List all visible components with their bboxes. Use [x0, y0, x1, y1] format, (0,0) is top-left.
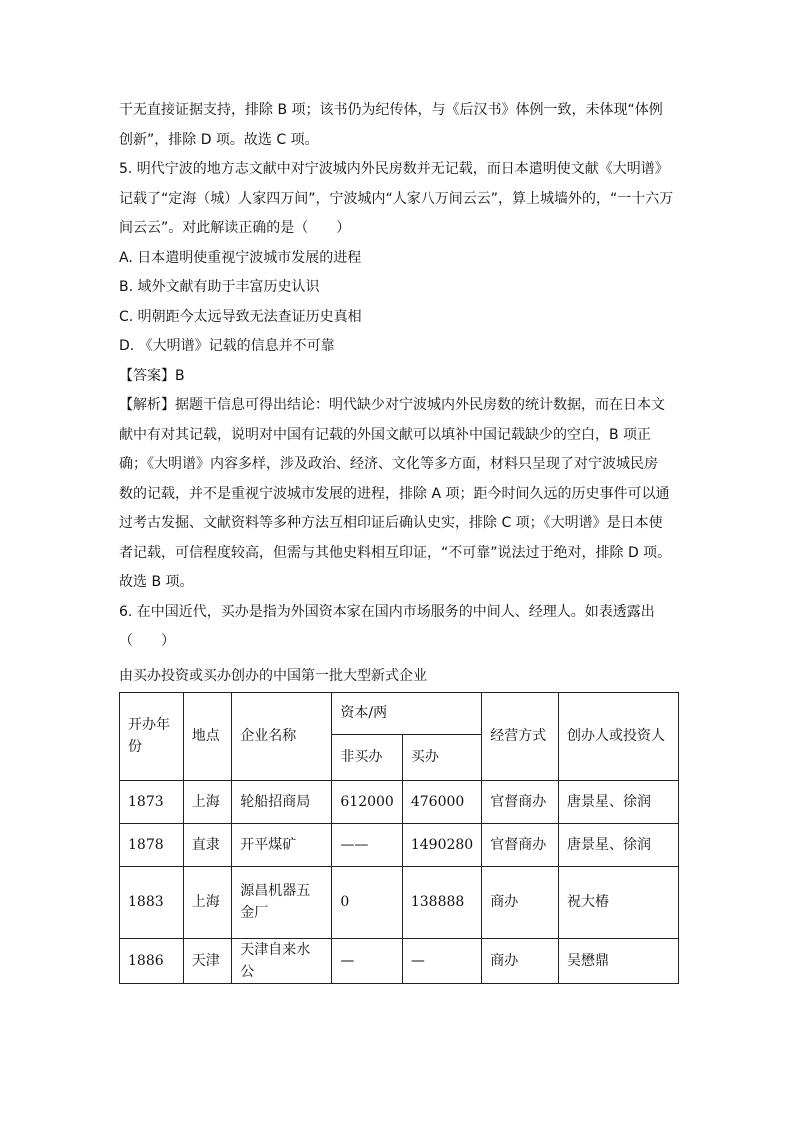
table-header-row: [120, 692, 679, 734]
question-stem-line: 5. 明代宁波的地方志文献中对宁波城内外民房数并无记载，而日本遣明使文献《大明谱》: [119, 161, 669, 177]
cell-founder: 唐景星、徐润: [558, 780, 678, 823]
cell-mode: 官督商办: [482, 823, 559, 866]
cell-name: 天津自来水公: [232, 938, 332, 983]
option-b: B. 域外文献有助于丰富历史认识: [119, 279, 320, 295]
cell-non-comprador: 612000: [332, 780, 402, 823]
header-year: 开办年份: [120, 692, 184, 780]
header-name: 企业名称: [232, 692, 332, 780]
cell-founder: 唐景星、徐润: [558, 823, 678, 866]
cell-comprador: 1490280: [402, 823, 481, 866]
table-caption: 由买办投资或买办创办的中国第一批大型新式企业: [119, 667, 427, 684]
cell-place: 上海: [183, 866, 232, 938]
cell-founder: 吴懋鼎: [558, 938, 678, 983]
cell-mode: 官督商办: [482, 780, 559, 823]
cell-non-comprador: ——: [332, 823, 402, 866]
cell-comprador: 138888: [402, 866, 481, 938]
cell-name: 开平煤矿: [232, 823, 332, 866]
question-stem-line: （ ）: [119, 633, 175, 649]
cell-founder: 祝大椿: [558, 866, 678, 938]
cell-place: 上海: [183, 780, 232, 823]
analysis-line: 【解析】据题干信息可得出结论：明代缺少对宁波城内外民房数的统计数据，而在日本文: [119, 397, 665, 413]
cell-place: 直隶: [183, 823, 232, 866]
header-capital: 资本/两: [332, 692, 482, 734]
analysis: [119, 391, 679, 598]
table-row: [120, 823, 679, 866]
answer-line: 【答案】B: [119, 367, 185, 384]
cell-comprador: —: [402, 938, 481, 983]
cell-name: 源昌机器五金厂: [232, 866, 332, 938]
table-row: [120, 938, 679, 983]
option-c: C. 明朝距今太远导致无法查证历史真相: [119, 308, 362, 325]
header-founder: 创办人或投资人: [558, 692, 678, 780]
analysis-line: 过考古发掘、文献资料等多种方法互相印证后确认史实，排除 C 项；《大明谱》是日本使: [119, 515, 663, 531]
option-d: D. 《大明谱》记载的信息并不可靠: [119, 338, 335, 354]
cell-year: 1878: [120, 823, 184, 866]
previous-answer-continuation: [119, 96, 679, 155]
question-stem-line: 6. 在中国近代，买办是指为外国资本家在国内市场服务的中间人、经理人。如表透露出: [119, 603, 655, 620]
cell-non-comprador: 0: [332, 866, 402, 938]
cell-name: 轮船招商局: [232, 780, 332, 823]
cell-comprador: 476000: [402, 780, 481, 823]
document-body: [119, 96, 679, 984]
enterprise-table: [119, 692, 679, 984]
question-5: [119, 155, 679, 598]
header-mode: 经营方式: [482, 692, 559, 780]
cell-year: 1873: [120, 780, 184, 823]
cell-year: 1886: [120, 938, 184, 983]
header-non-comprador: 非买办: [332, 734, 402, 780]
text-line: 创新”，排除 D 项。故选 C 项。: [119, 131, 319, 148]
table-row: [120, 866, 679, 938]
table-row: [120, 780, 679, 823]
header-place: 地点: [183, 692, 232, 780]
cell-place: 天津: [183, 938, 232, 983]
analysis-line: 确；《大明谱》内容多样，涉及政治、经济、文化等多方面，材料只呈现了对宁波城民房: [119, 456, 658, 472]
analysis-line: 故选 B 项。: [119, 574, 194, 590]
text-line: 干无直接证据支持，排除 B 项；该书仍为纪传体，与《后汉书》体例一致，未体现“体例: [119, 102, 663, 118]
question-stem-line: 记载了“定海（城）人家四万间”，宁波城内“人家八万间云云”，算上城墙外的，“一十六万: [119, 190, 674, 207]
cell-year: 1883: [120, 866, 184, 938]
cell-non-comprador: —: [332, 938, 402, 983]
cell-mode: 商办: [482, 938, 559, 983]
analysis-line: 者记载，可信程度较高，但需与其他史料相互印证，“不可靠”说法过于绝对，排除 D 项。: [119, 544, 672, 561]
question-6: [119, 598, 679, 657]
option-a: A. 日本遣明使重视宁波城市发展的进程: [119, 249, 362, 266]
analysis-line: 献中有对其记载，说明对中国有记载的外国文献可以填补中国记载缺少的空白，B 项正: [119, 426, 652, 443]
analysis-line: 数的记载，并不是重视宁波城市发展的进程，排除 A 项；距今时间久远的历史事件可以通: [119, 485, 670, 502]
question-stem-line: 间云云”。对此解读正确的是（ ）: [119, 220, 351, 236]
cell-mode: 商办: [482, 866, 559, 938]
header-comprador: 买办: [402, 734, 481, 780]
